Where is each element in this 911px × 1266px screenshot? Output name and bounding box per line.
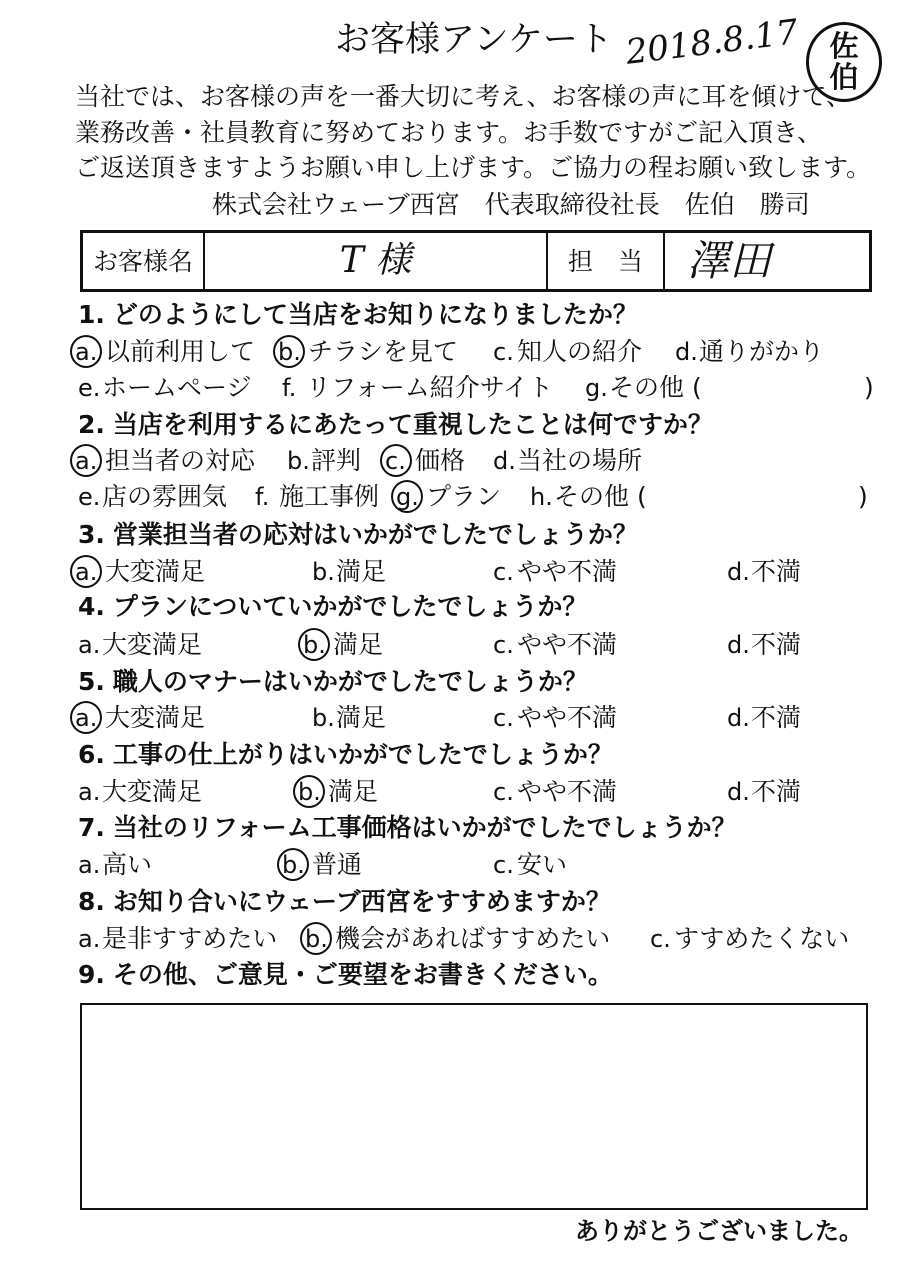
q5-option-b: [312, 705, 386, 730]
option-letter: d.: [675, 338, 698, 366]
survey-title: お客様アンケート: [335, 20, 613, 60]
stamp-char-top: 佐: [829, 29, 859, 63]
q2-option-b: [287, 448, 361, 473]
option-letter: f.: [282, 374, 297, 402]
q6-option-d: [727, 779, 801, 804]
question-9-heading: [78, 962, 613, 987]
question-text: 当店を利用するにあたって重視したことは何ですか？: [112, 410, 713, 439]
question-2-heading: [78, 412, 713, 437]
question-3-heading: [78, 522, 638, 547]
question-number: 6.: [78, 740, 105, 769]
q6-option-a: [78, 779, 202, 804]
option-letter: c.: [493, 778, 514, 806]
option-label: プラン: [426, 482, 502, 511]
question-5-heading: [78, 669, 588, 694]
q1-option-f: [282, 375, 553, 400]
question-number: 5.: [78, 667, 105, 696]
question-number: 1.: [78, 300, 105, 329]
q8-option-c: [650, 926, 849, 951]
q3-option-a: [75, 559, 205, 584]
question-text: どのようにして当店をお知りになりましたか？: [112, 300, 638, 329]
q1-option-a: [75, 339, 255, 364]
option-letter: f.: [255, 483, 270, 511]
q2-option-f: [255, 484, 379, 509]
q6-option-c: [493, 779, 617, 804]
option-label: 不満: [751, 557, 802, 586]
option-letter: h.: [530, 483, 553, 511]
option-label: すすめたくない: [674, 924, 850, 953]
question-8-heading: [78, 889, 611, 914]
option-label: 不満: [751, 777, 802, 806]
question-text: 当社のリフォーム工事価格はいかがでしたでしょうか？: [112, 813, 737, 842]
option-letter: c.: [493, 704, 514, 732]
option-letter: g.: [585, 374, 608, 402]
option-letter: c.: [650, 925, 671, 953]
option-letter: d.: [727, 558, 750, 586]
option-label: 知人の紹介: [517, 337, 643, 366]
option-letter: c.: [493, 851, 514, 879]
q3-option-c: [493, 559, 617, 584]
option-label: 以前利用して: [105, 337, 256, 366]
option-label: チラシを見て: [308, 337, 459, 366]
q1-option-d: [675, 339, 824, 364]
option-letter: d.: [727, 778, 750, 806]
q1-option-e: [78, 375, 252, 400]
option-letter: d.: [727, 704, 750, 732]
option-label: 担当者の対応: [105, 446, 256, 475]
option-letter: a.: [75, 340, 105, 364]
option-letter: b.: [303, 633, 333, 657]
customer-name-label: お客様名: [92, 246, 193, 276]
question-text: 職人のマナーはいかがでしたでしょうか？: [112, 667, 588, 696]
option-label: その他 (: [554, 482, 647, 511]
option-letter: g.: [396, 485, 426, 509]
option-label: 不満: [751, 630, 802, 659]
q1-option-c: [493, 339, 642, 364]
option-letter: e.: [78, 374, 101, 402]
q2-option-c: [385, 448, 465, 473]
question-text: 営業担当者の応対はいかがでしたでしょうか？: [112, 520, 638, 549]
option-label: 高い: [102, 850, 153, 879]
stamp-char-bottom: 伯: [829, 60, 859, 94]
question-text: その他、ご意見・ご要望をお書きください。: [112, 960, 613, 989]
option-label: やや不満: [517, 557, 618, 586]
option-label: 機会があればすすめたい: [335, 924, 611, 953]
question-text: お知り合いにウェーブ西宮をすすめますか？: [112, 887, 611, 916]
q7-option-a: [78, 852, 152, 877]
q1-other-closing-paren: ): [864, 373, 874, 402]
option-letter: b.: [278, 340, 308, 364]
q8-option-a: [78, 926, 277, 951]
option-letter: a.: [78, 851, 101, 879]
intro-line-1: 当社では、お客様の声を一番大切に考え、お客様の声に耳を傾けて、: [75, 82, 852, 111]
option-label: リフォーム紹介サイト: [306, 373, 554, 402]
option-label: 評判: [311, 446, 362, 475]
option-label: 大変満足: [102, 630, 203, 659]
q8-option-b: [305, 926, 610, 951]
q1-option-g: [585, 375, 702, 400]
q2-other-closing-paren: ): [858, 482, 868, 511]
q5-option-d: [727, 705, 801, 730]
q5-option-c: [493, 705, 617, 730]
option-letter: a.: [78, 778, 101, 806]
customer-info-table: [80, 230, 872, 292]
question-number: 4.: [78, 592, 105, 621]
q1-option-b: [278, 339, 458, 364]
q6-option-b: [298, 779, 378, 804]
thank-you-message: ありがとうございました。: [575, 1217, 863, 1245]
option-label: やや不満: [517, 630, 618, 659]
option-letter: e.: [78, 483, 101, 511]
q2-option-h: [530, 484, 647, 509]
option-letter: b.: [298, 780, 328, 804]
q2-option-g: [396, 484, 501, 509]
option-label: 普通: [312, 850, 363, 879]
q7-option-c: [493, 852, 567, 877]
option-letter: b.: [282, 853, 312, 877]
q4-option-c: [493, 632, 617, 657]
question-1-heading: [78, 302, 638, 327]
handwritten-date: 2018.8.17: [623, 12, 801, 73]
staff-label-cell: [548, 233, 665, 289]
option-label: 大変満足: [102, 777, 203, 806]
question-number: 3.: [78, 520, 105, 549]
option-label: 大変満足: [105, 557, 206, 586]
company-signature: 株式会社ウェーブ西宮 代表取締役社長 佐伯 勝司: [212, 190, 810, 219]
staff-value-cell: [665, 233, 869, 289]
question-number: 7.: [78, 813, 105, 842]
question-number: 2.: [78, 410, 105, 439]
question-4-heading: [78, 594, 587, 619]
q2-option-d: [493, 448, 642, 473]
option-label: 満足: [336, 557, 387, 586]
q2-option-a: [75, 448, 255, 473]
option-letter: a.: [78, 631, 101, 659]
q4-option-a: [78, 632, 202, 657]
option-label: 不満: [751, 703, 802, 732]
q4-option-b: [303, 632, 383, 657]
option-letter: a.: [75, 560, 105, 584]
question-text: プランについていかがでしたでしょうか？: [112, 592, 588, 621]
option-label: 価格: [415, 446, 466, 475]
option-letter: a.: [75, 706, 105, 730]
option-label: 是非すすめたい: [102, 924, 278, 953]
option-label: 満足: [336, 703, 387, 732]
option-label: 安い: [517, 850, 568, 879]
option-letter: b.: [312, 558, 335, 586]
option-label: 通りがかり: [699, 337, 825, 366]
question-number: 9.: [78, 960, 105, 989]
option-letter: c.: [493, 338, 514, 366]
option-letter: c.: [385, 449, 415, 473]
question-number: 8.: [78, 887, 105, 916]
question-6-heading: [78, 742, 613, 767]
option-letter: b.: [287, 447, 310, 475]
option-letter: c.: [493, 631, 514, 659]
staff-value: 澤田: [687, 236, 772, 285]
option-letter: c.: [493, 558, 514, 586]
intro-line-3: ご返送頂きますようお願い申し上げます。ご協力の程お願い致します。: [75, 153, 872, 182]
option-label: その他 (: [609, 373, 702, 402]
option-letter: d.: [727, 631, 750, 659]
option-label: 満足: [333, 630, 384, 659]
q3-option-b: [312, 559, 386, 584]
q5-option-a: [75, 705, 205, 730]
customer-name-label-cell: [83, 233, 205, 289]
customer-name-value-cell: [205, 233, 548, 289]
q2-option-e: [78, 484, 227, 509]
option-letter: b.: [305, 927, 335, 951]
option-letter: b.: [312, 704, 335, 732]
comment-box: [80, 1003, 868, 1210]
option-label: やや不満: [517, 703, 618, 732]
option-label: 施工事例: [279, 482, 380, 511]
option-label: 大変満足: [105, 703, 206, 732]
option-letter: a.: [78, 925, 101, 953]
intro-line-2: 業務改善・社員教育に努めております。お手数ですがご記入頂き、: [75, 118, 823, 147]
question-text: 工事の仕上がりはいかがでしたでしょうか？: [112, 740, 613, 769]
option-label: ホームページ: [102, 373, 252, 402]
staff-label: 担 当: [567, 246, 643, 276]
option-label: 店の雰囲気: [102, 482, 228, 511]
q4-option-d: [727, 632, 801, 657]
customer-name-value: T 様: [339, 240, 412, 281]
option-label: 満足: [328, 777, 379, 806]
q7-option-b: [282, 852, 362, 877]
question-7-heading: [78, 815, 737, 840]
option-label: 当社の場所: [517, 446, 643, 475]
option-label: やや不満: [517, 777, 618, 806]
option-letter: d.: [493, 447, 516, 475]
q3-option-d: [727, 559, 801, 584]
option-letter: a.: [75, 449, 105, 473]
